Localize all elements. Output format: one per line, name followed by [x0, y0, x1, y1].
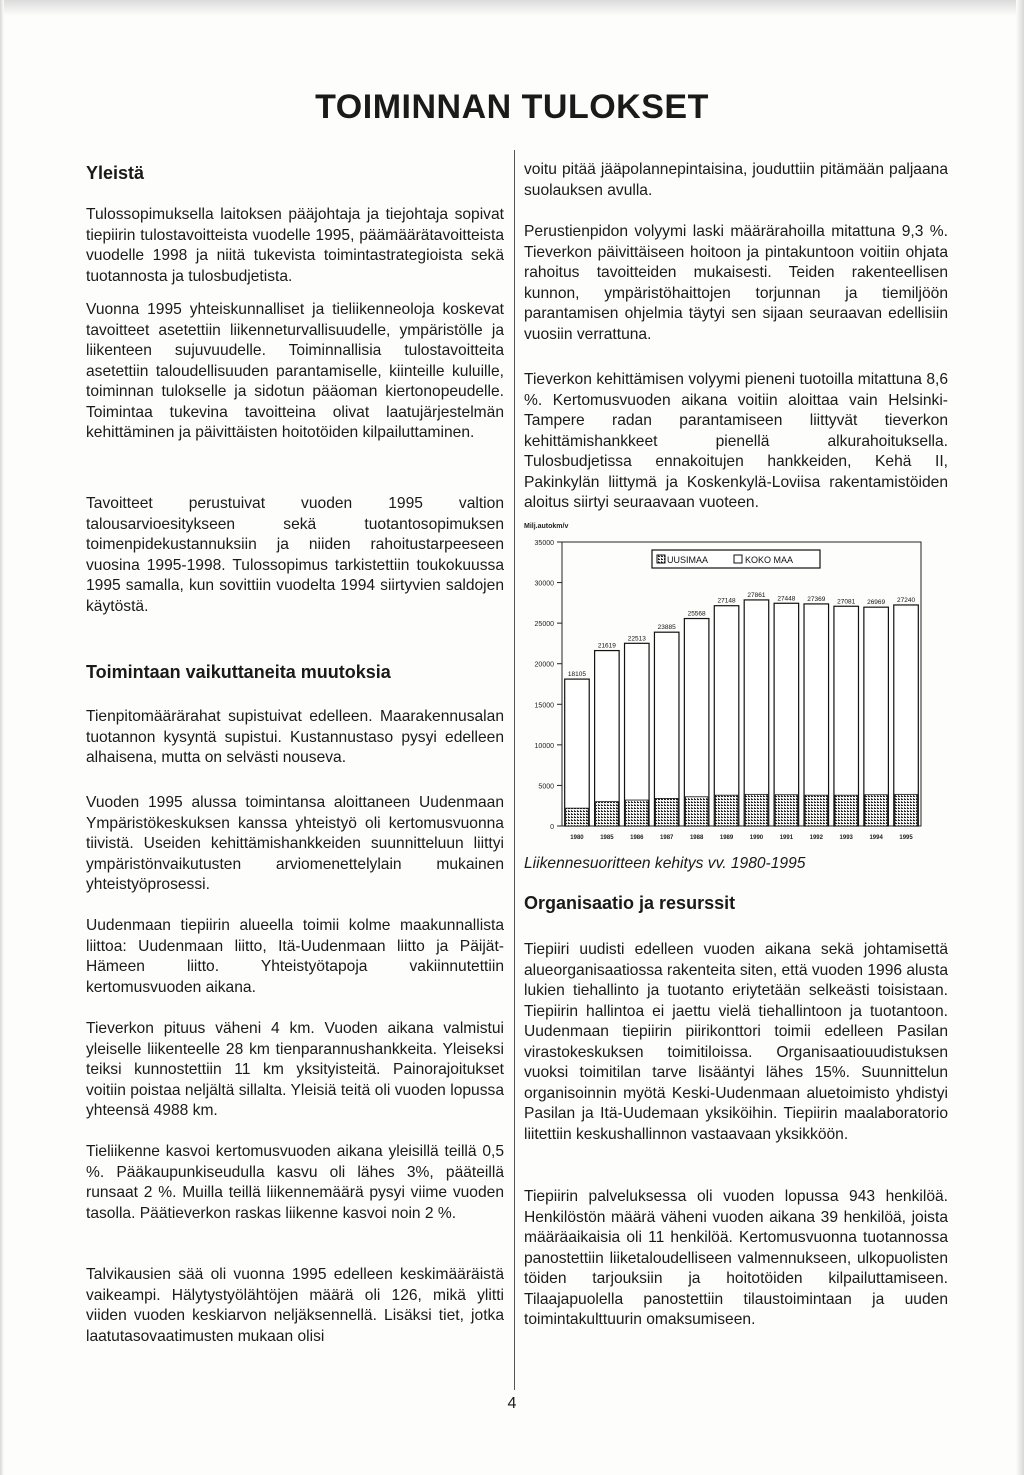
- legend-swatch-koko-maa: [734, 555, 742, 563]
- bar-data-label: 27369: [807, 595, 826, 603]
- bar-uusimaa: [566, 808, 589, 826]
- page-number: 4: [507, 1395, 517, 1412]
- paragraph-right-2: Perustienpidon volyymi laski määrärahoilla mitattuna 9,3 %. Tieverkon päivittäiseen hoitoon ja pintakuntoon voitiin ohjata rahoitus tavoitteiden mukaisesti. Teiden rakenteellisen kunnon, ympäristöhaittojen torjunnan ja tiemiljöön parantamisen ohjelmia täytyi sen sijaan seuraavan edellisiin vuosiin verrattuna.: [524, 223, 948, 343]
- bar-uusimaa: [655, 798, 678, 826]
- paragraph-muutokset-1: Tienpitomäärärahat supistuivat edelleen. Maarakennusalan tuotannon kysyntä supistui. Kustannustaso pysyi edelleen alhaisena, mutta on selvästi nouseva.: [86, 708, 504, 766]
- bar-uusimaa: [835, 795, 858, 826]
- bar-uusimaa: [626, 800, 649, 826]
- heading-yleista: Yleistä: [86, 163, 145, 183]
- bar-data-label: 26969: [867, 599, 886, 607]
- scan-top-edge: [0, 0, 1024, 16]
- bar-koko-maa: [744, 600, 769, 826]
- heading-muutokset: Toimintaan vaikuttaneita muutoksia: [86, 662, 391, 682]
- bar-data-label: 27240: [897, 596, 916, 604]
- paragraph-right-1: voitu pitää jääpolannepintaisina, jouduttiin pitämään paljaana suolauksen avulla.: [524, 161, 948, 199]
- paragraph-muutokset-2: Vuoden 1995 alussa toimintansa aloittaneen Uudenmaan Ympäristökeskuksen kanssa yhteistyö oli kertomusvuonna tiivistä. Useiden kehittämishankkeiden suunnitteluun liittyi ympäristönvaikutusten arviomenettelylain mukainen yhteistyöprosessi.: [86, 794, 504, 893]
- paragraph-muutokset-4: Tieverkon pituus väheni 4 km. Vuoden aikana valmistui yleiselle liikenteelle 28 km tienparannushankkeita. Yleiseksi teiksi kunnostettiin 11 km yksityisteitä. Painorajoitukset voitiin poistaa neljältä sillalta. Yleisiä teitä oli vuoden lopussa yhteensä 4988 km.: [86, 1020, 504, 1119]
- bar-koko-maa: [834, 606, 859, 826]
- bar-koko-maa: [804, 604, 829, 826]
- bar-uusimaa: [865, 795, 888, 826]
- chart-caption: Liikennesuoritteen kehitys vv. 1980-1995: [524, 855, 806, 872]
- y-tick-label: 35000: [534, 540, 554, 547]
- bar-koko-maa: [625, 643, 650, 826]
- bar-uusimaa: [805, 795, 828, 826]
- legend-label-koko-maa: KOKO MAA: [745, 555, 794, 565]
- page-title: TOIMINNAN TULOKSET: [315, 88, 709, 126]
- bar-koko-maa: [654, 632, 679, 826]
- section-organisaatio: [524, 893, 948, 914]
- legend-label-uusimaa: UUSIMAA: [667, 555, 709, 565]
- bar-koko-maa: [894, 605, 919, 826]
- x-tick-label: 1992: [809, 835, 823, 841]
- y-tick-label: 10000: [534, 742, 554, 750]
- bar-koko-maa: [595, 651, 620, 826]
- x-tick-label: 1990: [749, 835, 764, 841]
- bar-data-label: 23885: [657, 624, 676, 632]
- bar-koko-maa: [684, 619, 709, 826]
- bar-data-label: 27081: [837, 598, 856, 606]
- bar-data-label: 27148: [717, 597, 736, 605]
- x-tick-label: 1986: [630, 835, 644, 841]
- legend-swatch-uusimaa: [657, 555, 665, 563]
- bar-uusimaa: [895, 794, 918, 826]
- bar-uusimaa: [715, 795, 738, 826]
- paragraph-yleista-3: Tavoitteet perustuivat vuoden 1995 valtion talousarvioesitykseen sekä tuotantosopimuksen toimenpidekustannuksiin ja niiden rahoitustarpeeseen vuosina 1995-1998. Tulossopimus tarkistettiin toukokuussa 1995 samalla, kun sovittiin vuodelta 1994 siirtyvien saldojen käytöstä.: [86, 495, 504, 615]
- x-tick-label: 1980: [570, 835, 584, 841]
- traffic-chart-svg: [514, 520, 954, 850]
- paragraph-yleista-1: Tulossopimuksella laitoksen pääjohtaja ja tiejohtaja sopivat tiepiirin tulostavoitteista vuodelle 1995, päämäärätavoitteista vuodelle 1998 ja niitä tukevista toimintastrategioista sekä tuotannosta ja tulosbudjetista.: [86, 206, 504, 285]
- bar-uusimaa: [775, 795, 798, 826]
- y-axis-label: Milj.autokm/v: [524, 523, 569, 530]
- section-yleista: [86, 163, 504, 184]
- x-tick-label: 1995: [899, 835, 913, 841]
- section-muutokset: [86, 662, 504, 683]
- paragraph-muutokset-5: Tieliikenne kasvoi kertomusvuoden aikana yleisillä teillä 0,5 %. Pääkaupunkiseudulla kasvu oli lähes 3%, pääteillä runsaat 2 %. Muilla teillä liikennemäärä pysyi viime vuoden tasolla. Päätieverkon raskas liikenne kasvoi noin 2 %.: [86, 1143, 504, 1222]
- paragraph-organisaatio-2: Tiepiirin palveluksessa oli vuoden lopussa 943 henkilöä. Henkilöstön määrä väheni vuoden aikana 39 henkilöä, joista määräaikaisia oli 11 henkilöä. Kertomusvuonna tuotannossa panostettiin liiketaloudelliseen valmennukseen, ulkopuolisten töiden tarjouksiin ja hoitotöiden kilpailuttamiseen. Tilaajapuolella panostettiin tilaustoimintaan ja uuden toimintakulttuurin omaksumiseen.: [524, 1188, 948, 1328]
- bar-data-label: 21619: [597, 642, 616, 650]
- paragraph-organisaatio-1: Tiepiiri uudisti edelleen vuoden aikana sekä johtamisettä alueorganisaatiossa rakenteita siten, että vuoden 1996 alusta lukien tiehallinto ja tuotanto eriytetään selkeästi toisistaan. Tiepiirin hallintoa ei jaettu vielä tiehallintoon ja tuotantoon. Uudenmaan tiepiirin piirikonttori toimii edelleen Pasilan virastokeskuksen toimitiloissa. Organisaatiouudistuksen vuoksi toimitilan tarve lisääntyi lähes 15%. Suunnittelun organisoinnin myötä Keski-Uudenmaan aluetoimisto yhdistyi Pasilan ja Itä-Uudemaan yksiköihin. Tiepiirin maalaboratorio liitettiin keskushallinnon vastaavaan yksikköön.: [524, 941, 948, 1143]
- bar-data-label: 18105: [567, 671, 586, 679]
- bar-uusimaa: [685, 797, 708, 826]
- bar-uusimaa: [745, 794, 768, 826]
- y-tick-label: 0: [550, 824, 554, 831]
- paragraph-yleista-2: Vuonna 1995 yhteiskunnalliset ja tieliikenneoloja koskevat tavoitteet asetettiin liikenneturvallisuudelle, ympäristölle ja liikenteen sujuvuudelle. Toiminnallisia tulostavoitteita asetettiin taloudellisuuden parantamiselle, kiinteille kuluille, toiminnan tulokselle ja sidotun pääoman kiertonopeudelle. Toimintaa tukevina tavoitteina olivat laatujärjestelmän kehittäminen ja päivittäisten hoitotöiden kilpailuttaminen.: [86, 301, 504, 441]
- paragraph-muutokset-3: Uudenmaan tiepiirin alueella toimii kolme maakunnallista liittoa: Uudenmaan liitto, Itä-Uudenmaan liitto ja Päijät-Hämeen liitto. Yhteistyötapoja vakiinnutettiin kertomusvuoden aikana.: [86, 917, 504, 996]
- paragraph-right-3: Tieverkon kehittämisen volyymi pieneni tuotoilla mitattuna 8,6 %. Kertomusvuoden aikana voitiin aloittaa vain Helsinki-Tampere radan parantamiseen liittyvät tieverkon kehittämishankkeet pienellä alkurahoituksella. Tulosbudjetissa ennakoitujen hankkeiden, Kehä II, Pakinkylän liittymä ja Koskenkylä-Loviisa rakentamistöiden aloitus siirtyi seuraavaan vuoteen.: [524, 371, 948, 511]
- bar-uusimaa: [596, 802, 619, 826]
- bar-data-label: 22513: [627, 635, 646, 643]
- bar-koko-maa: [864, 607, 889, 826]
- bar-koko-maa: [565, 679, 590, 826]
- x-tick-label: 1993: [839, 835, 853, 841]
- bar-data-label: 27861: [747, 591, 766, 599]
- traffic-chart: [514, 520, 954, 850]
- heading-organisaatio: Organisaatio ja resurssit: [524, 893, 736, 913]
- scan-left-edge: [0, 0, 4, 1475]
- x-tick-label: 1988: [689, 835, 704, 841]
- bar-data-label: 25568: [687, 610, 706, 618]
- x-tick-label: 1994: [869, 835, 883, 841]
- x-tick-label: 1987: [660, 835, 674, 841]
- x-tick-label: 1991: [779, 835, 794, 841]
- bar-koko-maa: [774, 603, 799, 826]
- y-tick-label: 15000: [534, 702, 554, 710]
- y-tick-label: 20000: [534, 661, 554, 669]
- y-tick-label: 5000: [538, 783, 554, 791]
- scan-right-edge: [1016, 0, 1024, 1475]
- paragraph-muutokset-6: Talvikausien sää oli vuonna 1995 edelleen keskimääräistä vaikeampi. Hälytystyölähtöjen määrä oli 126, mikä ylitti viiden vuoden keskiarvon neljäksennellä. Lisäksi tiet, jotka laatutasovaatimusten mukaan olisi: [86, 1266, 504, 1345]
- x-tick-label: 1985: [600, 835, 614, 841]
- bar-koko-maa: [714, 606, 739, 826]
- y-tick-label: 25000: [534, 621, 554, 629]
- bar-data-label: 27448: [777, 595, 796, 603]
- x-tick-label: 1989: [719, 835, 734, 841]
- y-tick-label: 30000: [534, 580, 554, 588]
